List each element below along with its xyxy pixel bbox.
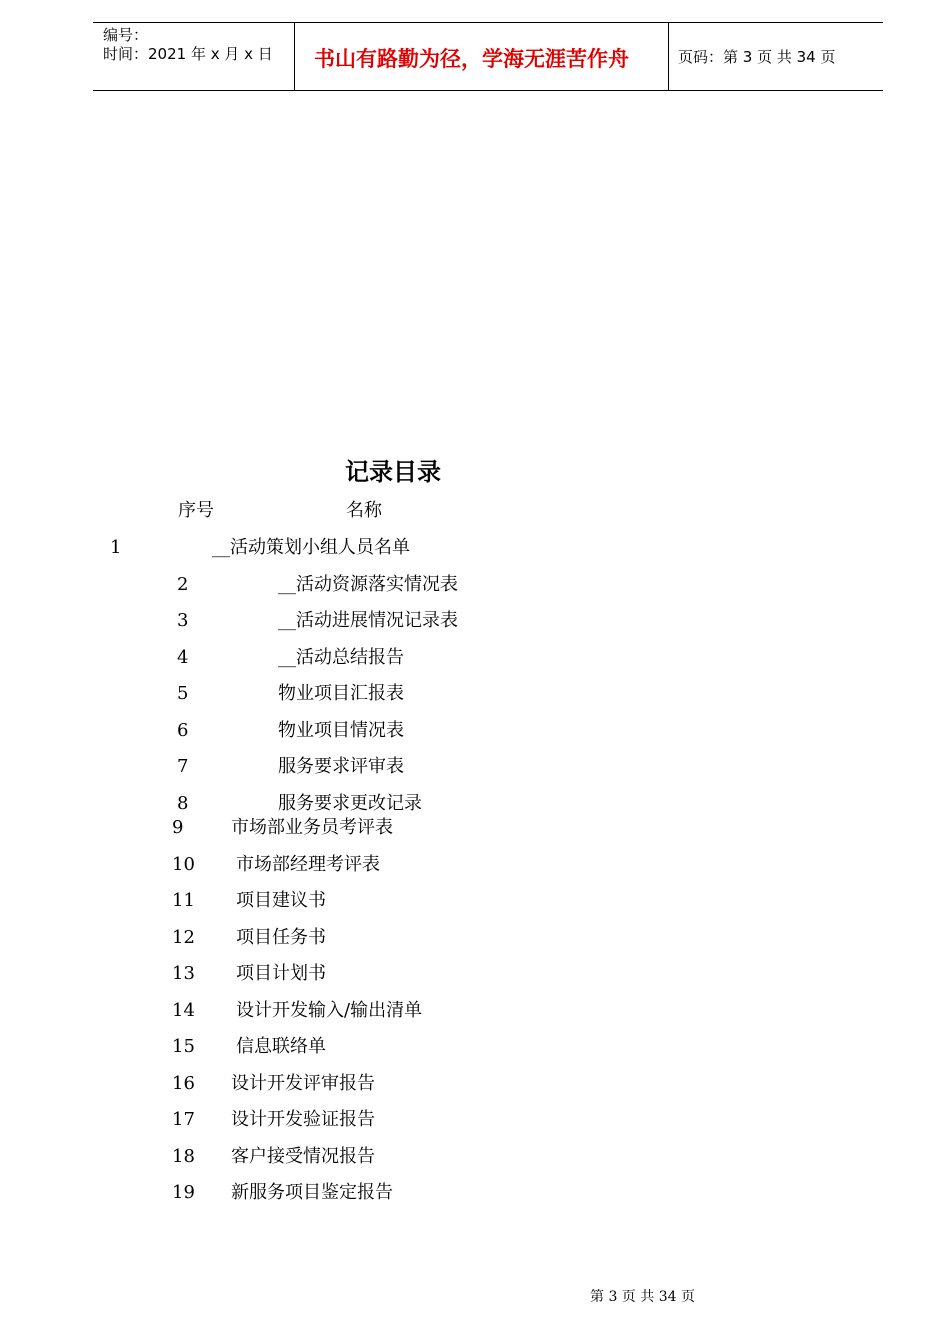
record-name: 市场部经理考评表 bbox=[236, 854, 380, 875]
record-name: __活动策划小组人员名单 bbox=[212, 537, 410, 558]
record-number: 18 bbox=[172, 1146, 195, 1167]
record-name: 客户接受情况报告 bbox=[231, 1146, 375, 1167]
record-name: 信息联络单 bbox=[236, 1036, 326, 1057]
record-name: 项目建议书 bbox=[236, 890, 326, 911]
column-header-index: 序号 bbox=[178, 500, 214, 521]
record-name: 市场部业务员考评表 bbox=[231, 817, 393, 838]
record-name: 设计开发输入/输出清单 bbox=[236, 1000, 423, 1021]
record-name: __活动资源落实情况表 bbox=[278, 574, 458, 595]
record-name: 服务要求评审表 bbox=[278, 756, 404, 777]
record-name: 项目任务书 bbox=[236, 927, 326, 948]
record-number: 9 bbox=[172, 817, 184, 838]
record-name: 物业项目汇报表 bbox=[278, 683, 404, 704]
header-page-label: 页码：第 3 页 共 34 页 bbox=[678, 48, 836, 66]
record-number: 4 bbox=[177, 647, 189, 668]
record-name: 新服务项目鉴定报告 bbox=[231, 1182, 393, 1203]
record-name: 服务要求更改记录 bbox=[278, 793, 422, 814]
record-number: 11 bbox=[172, 890, 195, 911]
record-number: 16 bbox=[172, 1073, 195, 1094]
record-name: 设计开发验证报告 bbox=[231, 1109, 375, 1130]
record-number: 2 bbox=[177, 574, 189, 595]
header-time-label: 时间：2021 年 x 月 x 日 bbox=[103, 45, 273, 63]
record-number: 14 bbox=[172, 1000, 195, 1021]
header-divider-left bbox=[294, 22, 295, 90]
record-name: __活动进展情况记录表 bbox=[278, 610, 458, 631]
record-number: 10 bbox=[172, 854, 195, 875]
record-number: 12 bbox=[172, 927, 195, 948]
record-name: 设计开发评审报告 bbox=[231, 1073, 375, 1094]
header-bottom-rule bbox=[93, 90, 883, 91]
record-number: 8 bbox=[177, 793, 189, 814]
record-number: 7 bbox=[177, 756, 189, 777]
record-number: 1 bbox=[110, 537, 122, 558]
record-number: 17 bbox=[172, 1109, 195, 1130]
header-divider-right bbox=[668, 22, 669, 90]
record-number: 5 bbox=[177, 683, 189, 704]
page-title: 记录目录 bbox=[345, 458, 441, 486]
record-number: 15 bbox=[172, 1036, 195, 1057]
record-number: 19 bbox=[172, 1182, 195, 1203]
record-number: 13 bbox=[172, 963, 195, 984]
header-number-label: 编号： bbox=[103, 26, 149, 44]
record-name: __活动总结报告 bbox=[278, 647, 404, 668]
header-motto: 书山有路勤为径，学海无涯苦作舟 bbox=[314, 47, 629, 71]
column-header-name: 名称 bbox=[346, 500, 382, 521]
record-number: 3 bbox=[177, 610, 189, 631]
record-name: 项目计划书 bbox=[236, 963, 326, 984]
footer-page-number: 第 3 页 共 34 页 bbox=[590, 1289, 695, 1305]
record-number: 6 bbox=[177, 720, 189, 741]
record-name: 物业项目情况表 bbox=[278, 720, 404, 741]
header-top-rule bbox=[93, 22, 883, 23]
